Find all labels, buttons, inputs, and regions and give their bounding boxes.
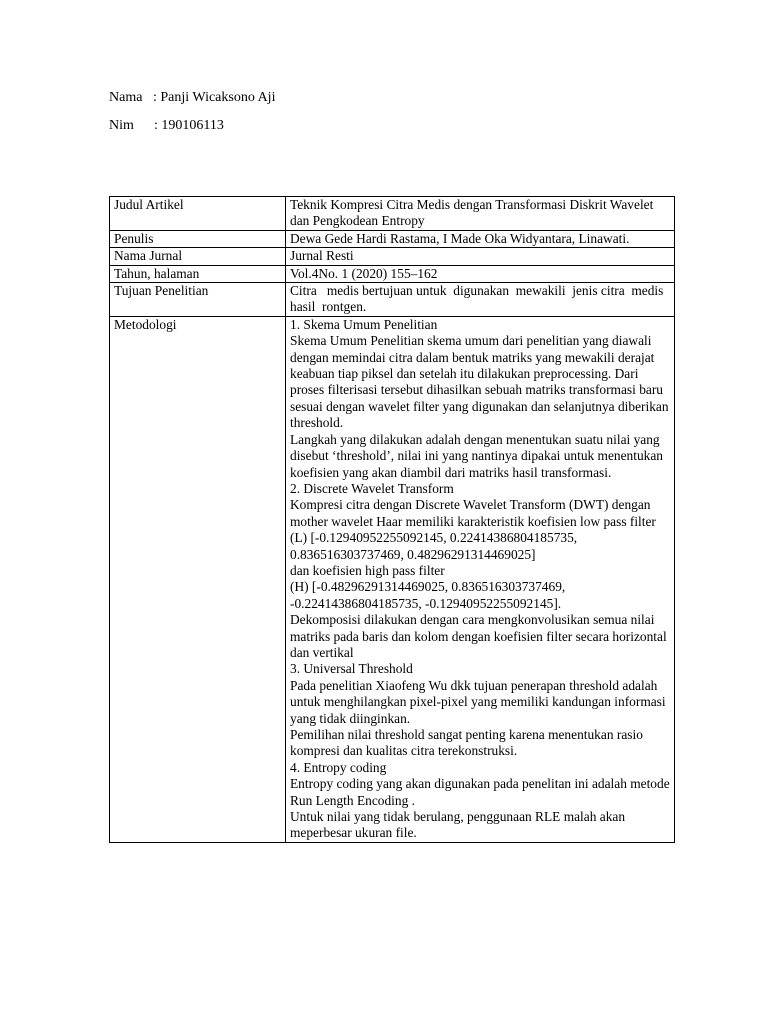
row-metodologi [110,316,675,842]
judul-label: Judul Artikel [110,197,286,231]
metodologi-line: Pemilihan nilai threshold sangat penting karena menentukan rasio kompresi dan kualitas citra terekonstruksi. [290,727,643,759]
metodologi-line: 2. Discrete Wavelet Transform [290,480,454,496]
metodologi-line: dan koefisien high pass filter [290,562,445,578]
metodologi-line: Dekomposisi dilakukan dengan cara mengkonvolusikan semua nilai matriks pada baris dan kolom dengan koefisien filter secara horizontal dan vertikal [290,612,667,660]
metodologi-line: 3. Universal Threshold [290,661,413,677]
jurnal-label: Nama Jurnal [110,248,286,265]
row-tujuan [110,283,675,317]
metodologi-label: Metodologi [110,316,286,842]
metodologi-line: (L) [-0.12940952255092145, 0.22414386804185735, 0.836516303737469, 0.48296291314469025] [290,530,578,562]
nim-row [109,117,224,134]
tujuan-value: Citra medis bertujuan untuk digunakan mewakili jenis citra medis hasil rontgen. [286,283,675,317]
metodologi-line: Pada penelitian Xiaofeng Wu dkk tujuan penerapan threshold adalah untuk menghilangkan pixel-pixel yang memiliki kandungan informasi yang tidak diinginkan. [290,677,666,726]
row-penulis [110,230,675,247]
metodologi-line: Skema Umum Penelitian skema umum dari penelitian yang diawali dengan memindai citra dalam bentuk matriks yang mewakili derajat keabuan tiap piksel dan setelah itu dilakukan preprocessing. Dari proses filterisasi tersebut dihasilkan sebuah matriks transformasi baru sesuai dengan wavelet filter yang digunakan dan selanjutnya diberikan threshold. [290,333,669,431]
nama-label: Nama [109,90,143,105]
row-judul [110,197,675,231]
metodologi-line: Untuk nilai yang tidak berulang, penggunaan RLE malah akan meperbesar ukuran file. [290,809,626,841]
metodologi-line: Entropy coding yang akan digunakan pada penelitan ini adalah metode Run Length Encoding . [290,776,670,808]
row-jurnal [110,248,675,265]
tujuan-label: Tujuan Penelitian [110,283,286,317]
metodologi-line: Kompresi citra dengan Discrete Wavelet Transform (DWT) dengan mother wavelet Haar memiliki karakteristik koefisien low pass filter [290,497,656,529]
nim-label: Nim [109,118,134,133]
metodologi-line: 1. Skema Umum Penelitian [290,316,438,332]
nim-value: : 190106113 [154,118,224,133]
nama-row [109,89,275,106]
penulis-label: Penulis [110,230,286,247]
nama-value: : Panji Wicaksono Aji [153,90,276,105]
metodologi-value [286,316,675,842]
metodologi-line: Langkah yang dilakukan adalah dengan menentukan suatu nilai yang disebut ‘threshold’, nilai ini yang nantinya dipakai untuk menentukan koefisien yang akan diambil dari matriks hasil transformasi. [290,431,663,480]
penulis-value: Dewa Gede Hardi Rastama, I Made Oka Widyantara, Linawati. [286,230,675,247]
judul-value: Teknik Kompresi Citra Medis dengan Transformasi Diskrit Wavelet dan Pengkodean Entropy [286,197,675,231]
article-summary-table [109,196,675,843]
metodologi-line: (H) [-0.48296291314469025, 0.836516303737469, -0.22414386804185735, -0.12940952255092145]. [290,579,566,611]
tahun-label: Tahun, halaman [110,265,286,282]
metodologi-line: 4. Entropy coding [290,759,387,775]
tahun-value: Vol.4No. 1 (2020) 155–162 [286,265,675,282]
jurnal-value: Jurnal Resti [286,248,675,265]
row-tahun [110,265,675,282]
